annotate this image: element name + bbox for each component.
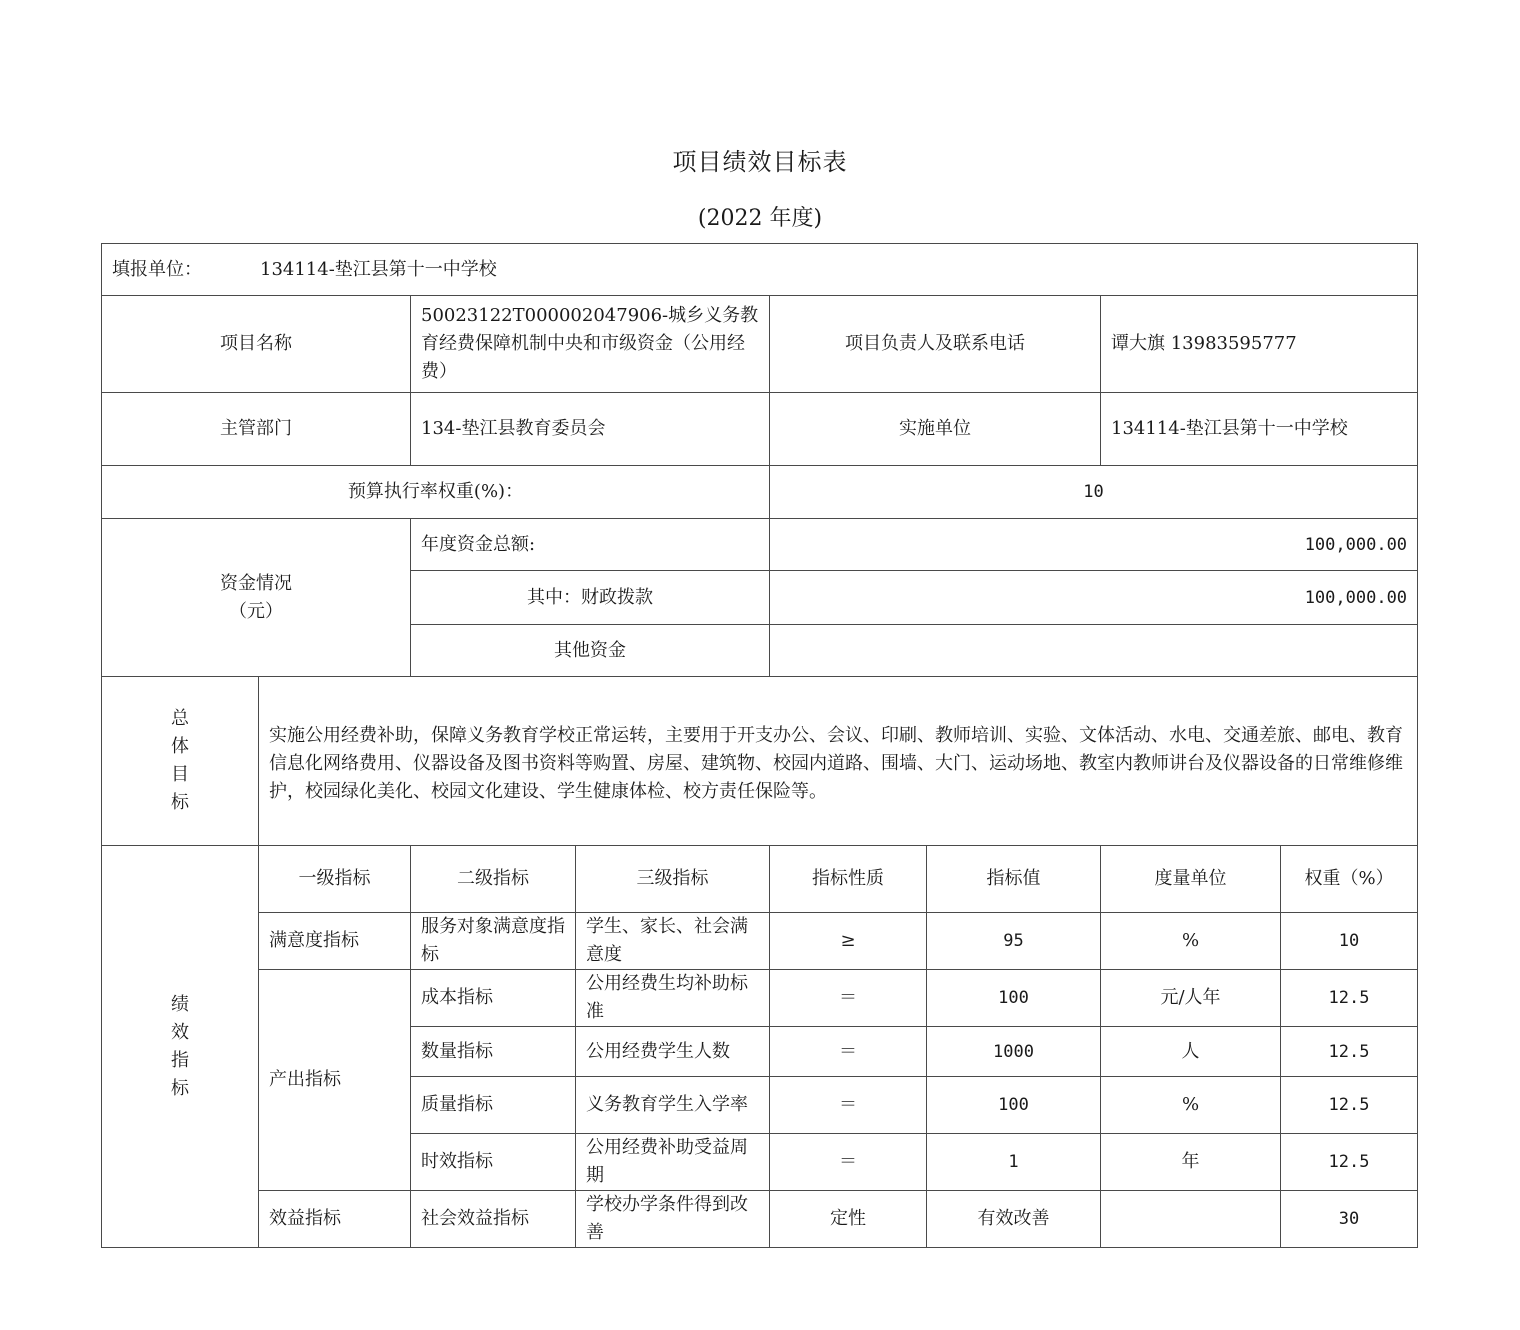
header-level1: 一级指标 — [259, 846, 411, 913]
weight-cell: 10 — [1281, 913, 1418, 970]
unit-cell: % — [1101, 913, 1281, 970]
overall-goal-char: 总 — [171, 708, 189, 729]
reporting-unit-label: 填报单位： — [112, 258, 202, 280]
unit-cell: 人 — [1101, 1027, 1281, 1077]
level3-cell: 公用经费生均补助标准 — [576, 970, 770, 1027]
level2-cell: 时效指标 — [411, 1134, 576, 1191]
weight-cell: 12.5 — [1281, 1077, 1418, 1134]
header-weight: 权重（%） — [1281, 846, 1418, 913]
header-level3: 三级指标 — [576, 846, 770, 913]
level3-cell: 学生、家长、社会满意度 — [576, 913, 770, 970]
header-level2: 二级指标 — [411, 846, 576, 913]
indicators-char: 绩 — [171, 993, 189, 1015]
unit-cell: 年 — [1101, 1134, 1281, 1191]
value-cell: 1000 — [927, 1027, 1101, 1077]
project-name-label: 项目名称 — [102, 296, 411, 393]
level1-cell: 满意度指标 — [259, 913, 411, 970]
indicators-char: 指 — [171, 1049, 189, 1071]
overall-goal-char: 体 — [171, 736, 189, 757]
nature-cell: ≥ — [770, 913, 927, 970]
reporting-unit-value: 134114-垫江县第十一中学校 — [260, 258, 497, 280]
table-row — [102, 1191, 1418, 1248]
overall-goal-label — [102, 677, 259, 846]
level1-cell: 效益指标 — [259, 1191, 411, 1248]
annual-total-value: 100,000.00 — [770, 519, 1418, 571]
weight-cell: 30 — [1281, 1191, 1418, 1248]
level3-cell: 义务教育学生入学率 — [576, 1077, 770, 1134]
indicators-char: 标 — [171, 1077, 189, 1099]
fiscal-allocation-value: 100,000.00 — [770, 571, 1418, 625]
budget-weight-label: 预算执行率权重(%)： — [102, 466, 770, 519]
reporting-unit-row — [102, 244, 1418, 296]
performance-target-table — [101, 243, 1418, 1248]
overall-goal-char: 目 — [171, 764, 189, 785]
indicators-char: 效 — [171, 1021, 189, 1043]
project-leader-label: 项目负责人及联系电话 — [770, 296, 1101, 393]
funds-label — [102, 519, 411, 677]
nature-cell: ＝ — [770, 1027, 927, 1077]
value-cell: 有效改善 — [927, 1191, 1101, 1248]
level2-cell: 服务对象满意度指标 — [411, 913, 576, 970]
overall-goal-text: 实施公用经费补助，保障义务教育学校正常运转，主要用于开支办公、会议、印刷、教师培训、实验、文体活动、水电、交通差旅、邮电、教育信息化网络费用、仪器设备及图书资料等购置、房屋、建筑物、校园内道路、围墙、大门、运动场地、教室内教师讲台及仪器设备的日常维修维护，校园绿化美化、校园文化建设、学生健康体检、校方责任保险等。 — [259, 677, 1418, 846]
weight-cell: 12.5 — [1281, 970, 1418, 1027]
header-value: 指标值 — [927, 846, 1101, 913]
fiscal-allocation-label: 其中：财政拨款 — [411, 571, 770, 625]
unit-cell: 元/人年 — [1101, 970, 1281, 1027]
nature-cell: 定性 — [770, 1191, 927, 1248]
level2-cell: 成本指标 — [411, 970, 576, 1027]
nature-cell: ＝ — [770, 1077, 927, 1134]
project-name-value: 50023122T000002047906-城乡义务教育经费保障机制中央和市级资金（公用经费） — [411, 296, 770, 393]
indicators-label — [102, 846, 259, 1248]
level3-cell: 学校办学条件得到改善 — [576, 1191, 770, 1248]
table-row — [102, 970, 1418, 1027]
nature-cell: ＝ — [770, 970, 927, 1027]
level2-cell: 社会效益指标 — [411, 1191, 576, 1248]
department-value: 134-垫江县教育委员会 — [411, 393, 770, 466]
other-funds-label: 其他资金 — [411, 625, 770, 677]
overall-goal-char: 标 — [171, 792, 189, 813]
funds-label-line2: （元） — [229, 600, 283, 622]
level1-cell: 产出指标 — [259, 970, 411, 1191]
level3-cell: 公用经费补助受益周期 — [576, 1134, 770, 1191]
implementing-unit-value: 134114-垫江县第十一中学校 — [1101, 393, 1418, 466]
unit-cell: % — [1101, 1077, 1281, 1134]
page-title: 项目绩效目标表 — [672, 148, 848, 176]
department-label: 主管部门 — [102, 393, 411, 466]
project-leader-value: 谭大旗 13983595777 — [1101, 296, 1418, 393]
level3-cell: 公用经费学生人数 — [576, 1027, 770, 1077]
level2-cell: 数量指标 — [411, 1027, 576, 1077]
annual-total-label: 年度资金总额: — [411, 519, 770, 571]
year-subtitle: (2022 年度) — [697, 206, 823, 231]
value-cell: 100 — [927, 970, 1101, 1027]
nature-cell: ＝ — [770, 1134, 927, 1191]
weight-cell: 12.5 — [1281, 1134, 1418, 1191]
value-cell: 100 — [927, 1077, 1101, 1134]
header-unit: 度量单位 — [1101, 846, 1281, 913]
implementing-unit-label: 实施单位 — [770, 393, 1101, 466]
funds-label-line1: 资金情况 — [220, 572, 292, 594]
level2-cell: 质量指标 — [411, 1077, 576, 1134]
value-cell: 1 — [927, 1134, 1101, 1191]
table-row — [102, 913, 1418, 970]
weight-cell: 12.5 — [1281, 1027, 1418, 1077]
header-nature: 指标性质 — [770, 846, 927, 913]
other-funds-value — [770, 625, 1418, 677]
unit-cell — [1101, 1191, 1281, 1248]
budget-weight-value: 10 — [770, 466, 1418, 519]
value-cell: 95 — [927, 913, 1101, 970]
